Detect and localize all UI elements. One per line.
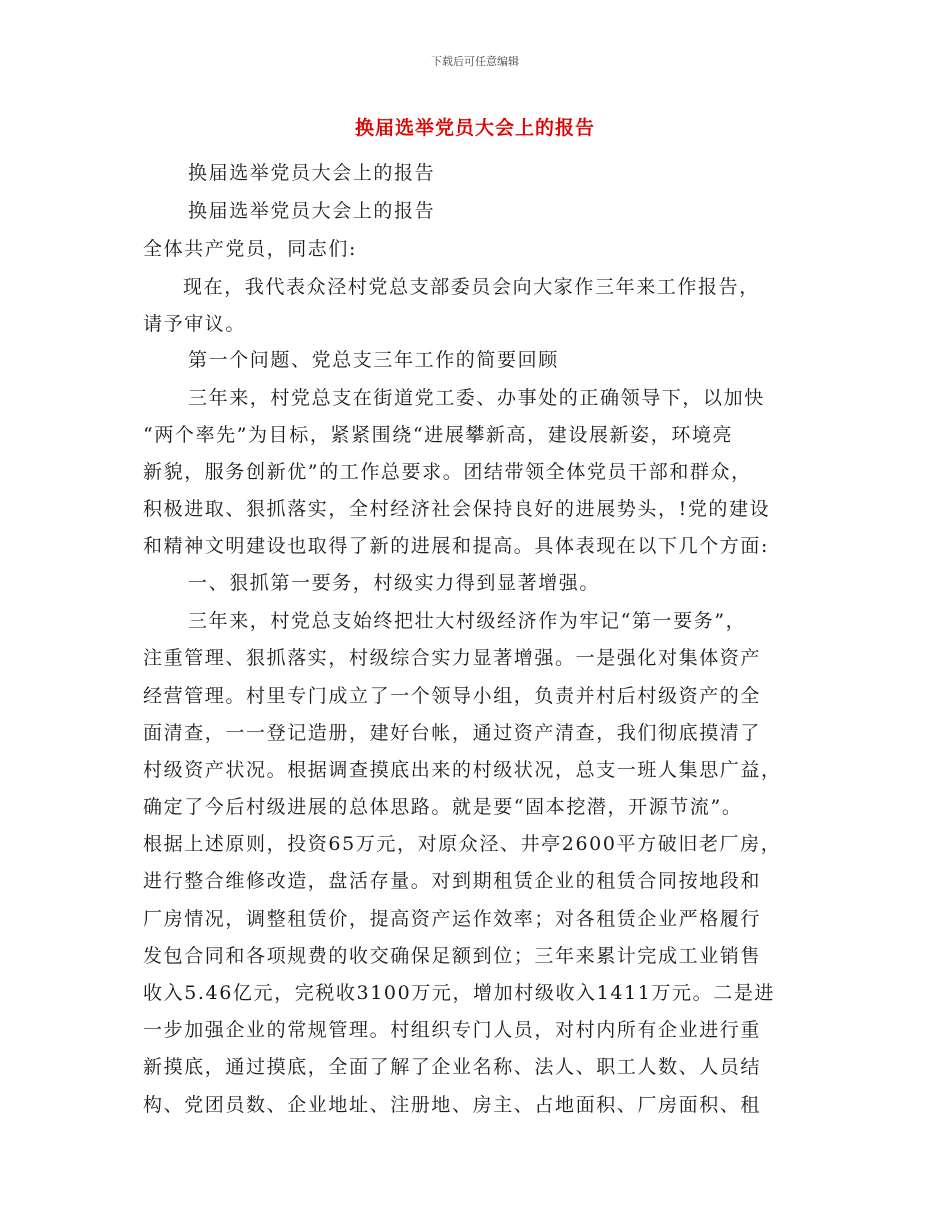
body-line: 现在，我代表众泾村党总支部委员会向大家作三年来工作报告， — [183, 276, 760, 298]
body-line: 注重管理、狠抓落实，村级综合实力显著增强。一是强化对集体资产 — [143, 647, 762, 669]
body-line: 新摸底，通过摸底，全面了解了企业名称、法人、职工人数、人员结 — [143, 1056, 762, 1078]
body-line: 收入5.46亿元，完税收3100万元，增加村级收入1411万元。二是进 — [143, 982, 776, 1004]
body-line: 三年来，村党总支在街道党工委、办事处的正确领导下，以加快 — [188, 387, 765, 409]
body-line: 换届选举党员大会上的报告 — [188, 200, 436, 222]
body-line: 一、狠抓第一要务，村级实力得到显著增强。 — [188, 572, 601, 594]
body-line: 确定了今后村级进展的总体思路。就是要“固本挖潜，开源节流”。 — [143, 796, 743, 818]
body-line: 三年来，村党总支始终把壮大村级经济作为牢记“第一要务”， — [188, 610, 747, 632]
body-line: 一步加强企业的常规管理。村组织专门人员，对村内所有企业进行重 — [143, 1019, 762, 1041]
body-line: 第一个问题、党总支三年工作的简要回顾 — [188, 349, 559, 371]
body-line: 经营管理。村里专门成立了一个领导小组，负责并村后村级资产的全 — [143, 685, 762, 707]
body-line: 发包合同和各项规费的收交确保足额到位；三年来累计完成工业销售 — [143, 945, 762, 967]
page-header: 下载后可任意编辑 — [431, 55, 519, 68]
body-line: 厂房情况，调整租赁价，提高资产运作效率；对各租赁企业严格履行 — [143, 908, 762, 930]
body-line: 请予审议。 — [143, 313, 247, 335]
body-line: 面清查，一一登记造册，建好台帐，通过资产清查，我们彻底摸清了 — [143, 722, 762, 744]
body-line: “两个率先”为目标，紧紧围绕“进展攀新高，建设展新姿，环境亮 — [143, 424, 734, 446]
body-line: 和精神文明建设也取得了新的进展和提高。具体表现在以下几个方面: — [143, 535, 770, 557]
body-line: 构、党团员数、企业地址、注册地、房主、占地面积、厂房面积、租 — [143, 1094, 762, 1116]
body-line: 村级资产状况。根据调查摸底出来的村级状况，总支一班人集思广益， — [143, 759, 782, 781]
body-line: 积极进取、狠抓落实，全村经济社会保持良好的进展势头，!党的建设 — [143, 498, 771, 520]
body-line: 新貌，服务创新优”的工作总要求。团结带领全体党员干部和群众， — [143, 461, 752, 483]
body-line: 根据上述原则，投资65万元，对原众泾、井亭2600平方破旧老厂房， — [143, 833, 782, 855]
body-line: 进行整合维修改造，盘活存量。对到期租赁企业的租赁合同按地段和 — [143, 870, 762, 892]
document-title: 换届选举党员大会上的报告 — [354, 117, 595, 139]
body-line: 换届选举党员大会上的报告 — [188, 162, 436, 184]
body-line: 全体共产党员，同志们: — [143, 238, 358, 260]
